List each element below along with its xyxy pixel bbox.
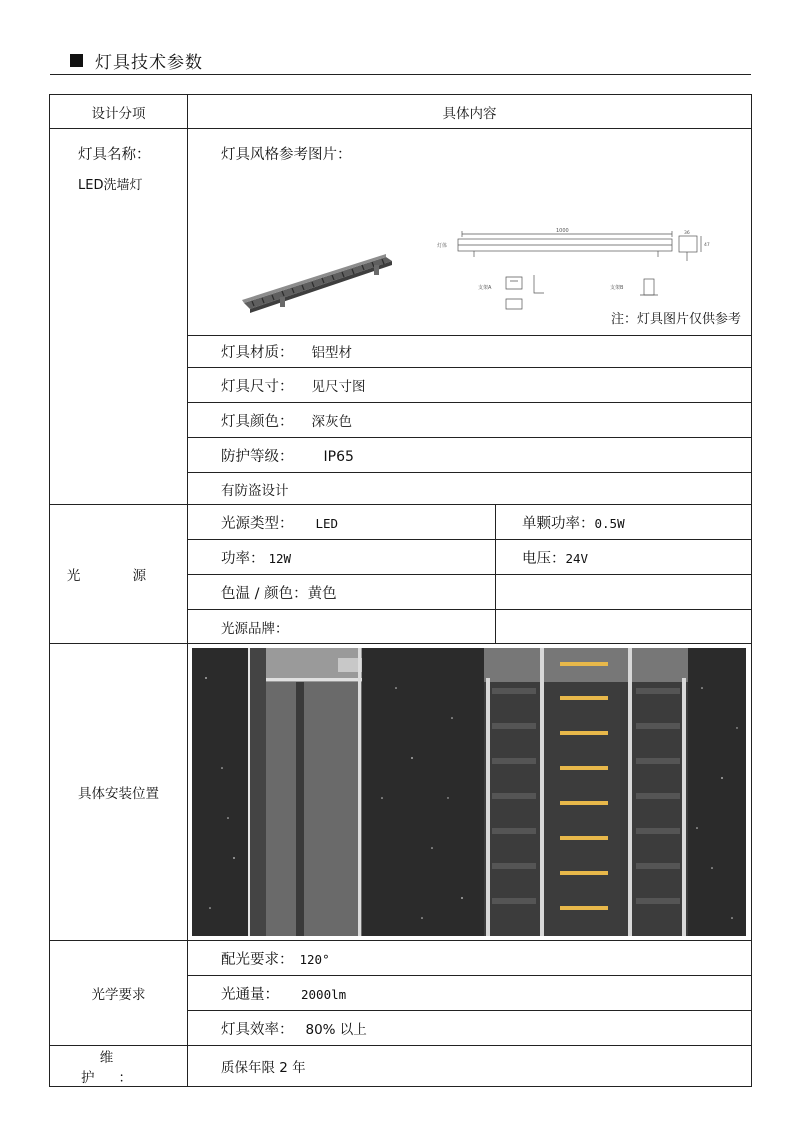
warranty-value: 质保年限 2 年 [188, 1046, 752, 1087]
drawing-dim-w: 36 [684, 231, 690, 236]
beam-label: 配光要求： [221, 951, 294, 968]
fixture-name-cell [50, 129, 188, 505]
maintenance-label: 维 护： [81, 1050, 156, 1086]
power-label: 功率： [221, 550, 265, 567]
brand-label: 光源品牌： [188, 610, 496, 644]
reference-title: 灯具风格参考图片： [221, 147, 352, 163]
flux-label: 光通量： [221, 986, 279, 1003]
drawing-bracket-a: 支架A [478, 285, 492, 291]
beam-row [50, 941, 752, 976]
material-label: 灯具材质： [221, 345, 294, 361]
header-content: 具体内容 [188, 95, 752, 129]
drawing-dim-h: 47 [704, 243, 710, 248]
light-type-row [50, 505, 752, 540]
section-heading [70, 48, 203, 72]
spec-table [49, 94, 752, 1087]
maintenance-label-cell [50, 1046, 188, 1087]
flux-value: 2000lm [301, 986, 347, 1002]
size-label: 灯具尺寸： [221, 378, 294, 395]
color-value: 深灰色 [311, 413, 352, 430]
fixture-name-label: 灯具名称： [78, 147, 151, 163]
install-label: 具体安装位置 [50, 644, 188, 941]
beam-value: 120° [299, 951, 330, 967]
power-value: 12W [268, 550, 292, 566]
light-source-label: 光 源 [66, 568, 171, 584]
light-source-label-cell [50, 505, 188, 644]
reference-note: 注：灯具图片仅供参考 [610, 312, 741, 327]
size-value: 见尺寸图 [311, 378, 366, 395]
header-design-item: 设计分项 [50, 95, 188, 129]
table-header-row [50, 95, 752, 129]
efficiency-label: 灯具效率： [221, 1021, 294, 1038]
maintenance-row [50, 1046, 752, 1087]
voltage-value: 24V [565, 550, 589, 566]
reference-image-cell [188, 129, 752, 336]
drawing-length: 1000 [556, 228, 569, 234]
unit-power-value: 0.5W [594, 515, 625, 531]
light-type-value: LED [315, 515, 339, 531]
fixture-3d-image [236, 227, 428, 321]
light-type-label: 光源类型： [221, 515, 294, 532]
section-title: 灯具技术参数 [95, 52, 203, 73]
antitheft-value: 有防盗设计 [188, 473, 752, 505]
drawing-bracket-b: 支架B [610, 285, 624, 291]
efficiency-value: 80% 以上 [305, 1021, 367, 1038]
optics-label: 光学要求 [50, 941, 188, 1046]
unit-power-label: 单颗功率： [522, 515, 595, 532]
drawing-body-label: 灯体 [437, 243, 448, 249]
voltage-label: 电压： [522, 550, 566, 567]
installation-photo [192, 648, 746, 936]
color-temp-label: 色温 / 颜色： [221, 585, 308, 602]
install-row [50, 644, 752, 941]
heading-rule [50, 74, 751, 75]
square-bullet-icon [70, 54, 83, 67]
color-label: 灯具颜色： [221, 413, 294, 430]
color-temp-value: 黄色 [307, 585, 337, 602]
ip-value: IP65 [323, 448, 354, 465]
fixture-reference-row [50, 129, 752, 336]
ip-label: 防护等级： [221, 448, 294, 465]
brand-empty [496, 610, 752, 644]
fixture-name-value: LED洗墙灯 [78, 178, 143, 193]
color-temp-empty [496, 575, 752, 610]
material-value: 铝型材 [311, 345, 352, 361]
